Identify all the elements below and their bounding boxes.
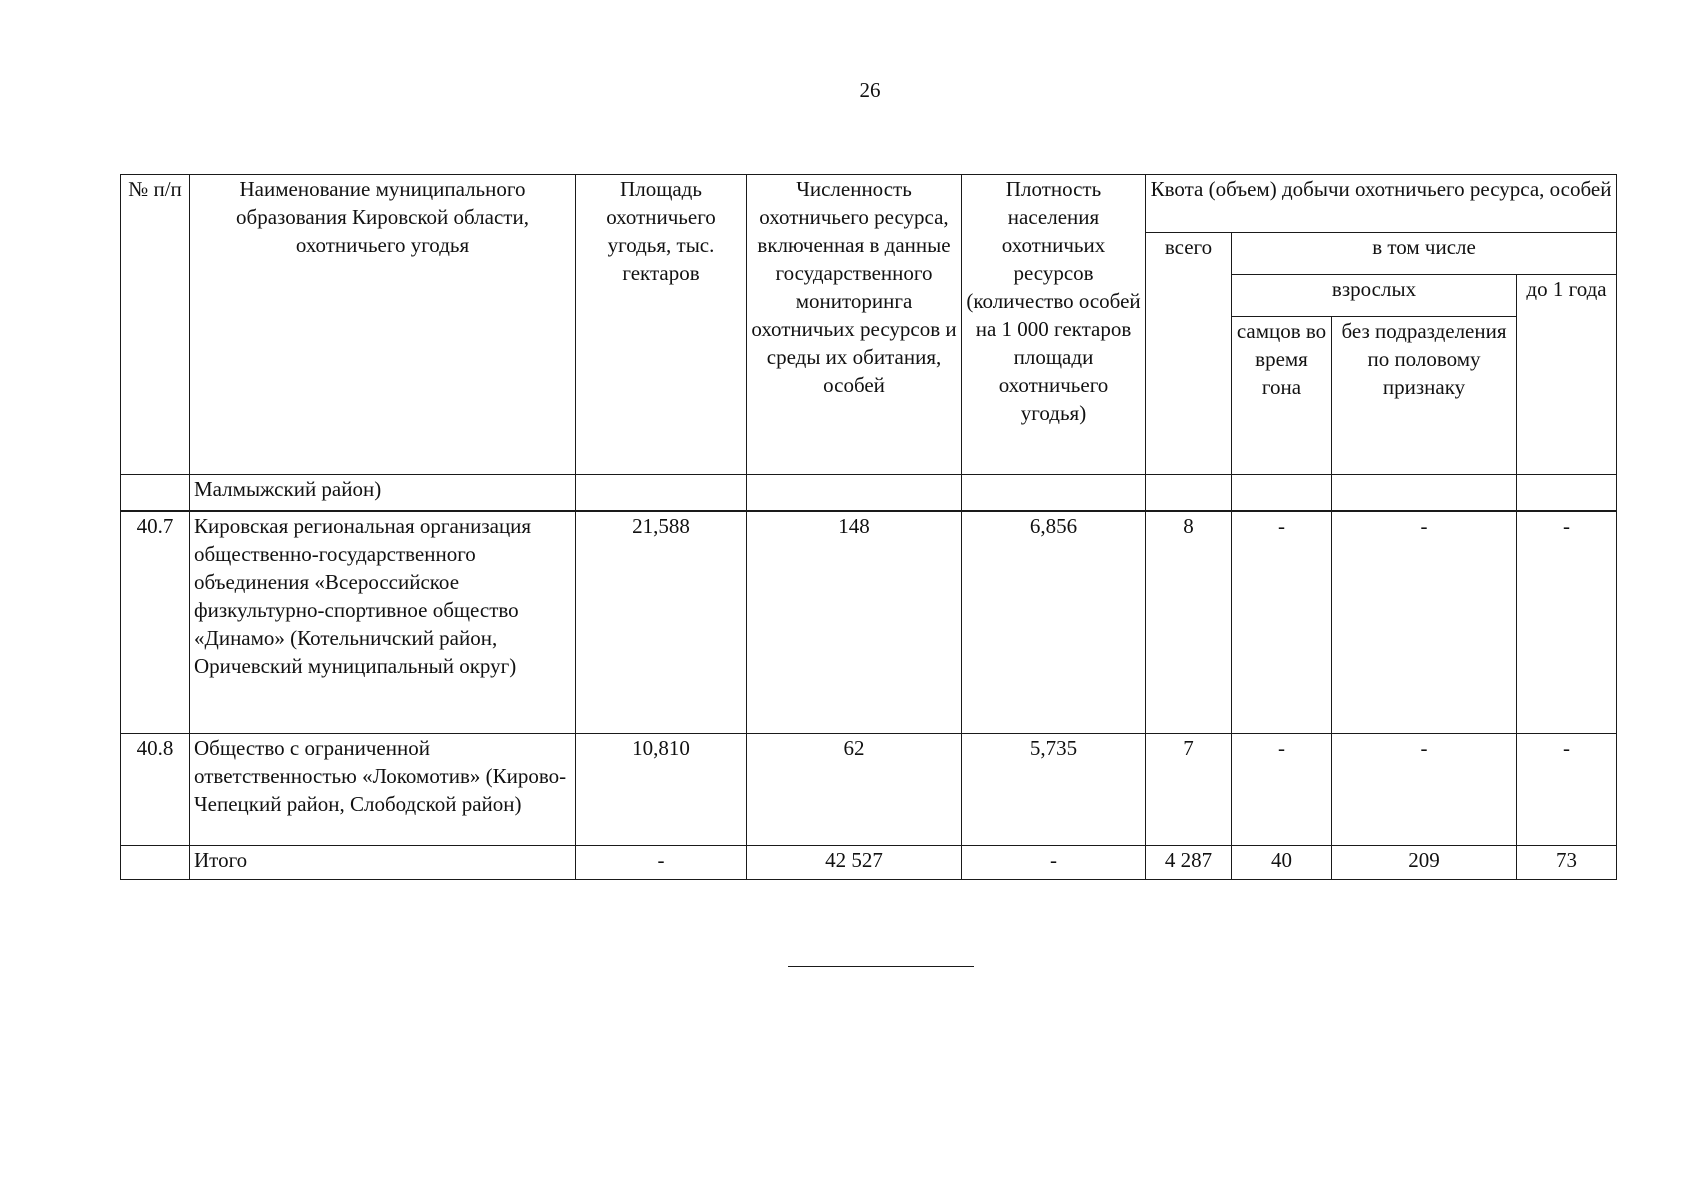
cell-males: 40 xyxy=(1232,846,1332,880)
cell-population: 148 xyxy=(747,511,962,734)
table-row-total xyxy=(121,846,1617,880)
header-total: всего xyxy=(1146,233,1232,475)
cell-nosex: - xyxy=(1332,511,1517,734)
header-population: Численность охотничьего ресурса, включенная в данные государственного мониторинга охотничьих ресурсов и среды их обитания, особей xyxy=(747,175,962,475)
cell-total: 4 287 xyxy=(1146,846,1232,880)
cell-males: - xyxy=(1232,511,1332,734)
header-quota: Квота (объем) добычи охотничьего ресурса, особей xyxy=(1146,175,1617,233)
cell-population xyxy=(747,475,962,511)
cell-area xyxy=(576,475,747,511)
cell-nosex: - xyxy=(1332,734,1517,846)
cell-nosex xyxy=(1332,475,1517,511)
header-no-sex-split: без подразделения по половому признаку xyxy=(1332,317,1517,475)
cell-area: - xyxy=(576,846,747,880)
cell-name: Общество с ограниченной ответственностью «Локомотив» (Кирово-Чепецкий район, Слободской район) xyxy=(190,734,576,846)
table-row xyxy=(121,475,1617,511)
header-males-rut: самцов во время гона xyxy=(1232,317,1332,475)
cell-num: 40.7 xyxy=(121,511,190,734)
cell-males: - xyxy=(1232,734,1332,846)
cell-density: 6,856 xyxy=(962,511,1146,734)
cell-total: 8 xyxy=(1146,511,1232,734)
cell-num: 40.8 xyxy=(121,734,190,846)
cell-nosex: 209 xyxy=(1332,846,1517,880)
cell-population: 42 527 xyxy=(747,846,962,880)
table-row xyxy=(121,734,1617,846)
cell-young: - xyxy=(1517,511,1617,734)
header-density: Плотность населения охотничьих ресурсов (количество особей на 1 000 гектаров площади охотничьего угодья) xyxy=(962,175,1146,475)
cell-density xyxy=(962,475,1146,511)
closing-rule xyxy=(788,966,974,967)
cell-name: Итого xyxy=(190,846,576,880)
cell-name: Малмыжский район) xyxy=(190,475,576,511)
table-row xyxy=(121,511,1617,734)
header-name: Наименование муниципального образования Кировской области, охотничьего угодья xyxy=(190,175,576,475)
cell-density: - xyxy=(962,846,1146,880)
cell-density: 5,735 xyxy=(962,734,1146,846)
cell-name: Кировская региональная организация общественно-государственного объединения «Всероссийское физкультурно-спортивное общество «Динамо» (Котельничский район, Оричевский муниципальный округ) xyxy=(190,511,576,734)
header-num: № п/п xyxy=(121,175,190,475)
header-area: Площадь охотничьего угодья, тыс. гектаров xyxy=(576,175,747,475)
page-number: 26 xyxy=(859,78,881,102)
cell-area: 10,810 xyxy=(576,734,747,846)
header-under-year: до 1 года xyxy=(1517,275,1617,475)
cell-young: - xyxy=(1517,734,1617,846)
header-including: в том числе xyxy=(1232,233,1617,275)
quota-table xyxy=(120,174,1617,880)
cell-males xyxy=(1232,475,1332,511)
cell-total: 7 xyxy=(1146,734,1232,846)
cell-young xyxy=(1517,475,1617,511)
cell-num xyxy=(121,846,190,880)
cell-area: 21,588 xyxy=(576,511,747,734)
cell-young: 73 xyxy=(1517,846,1617,880)
cell-population: 62 xyxy=(747,734,962,846)
header-adults: взрослых xyxy=(1232,275,1517,317)
cell-total xyxy=(1146,475,1232,511)
cell-num xyxy=(121,475,190,511)
